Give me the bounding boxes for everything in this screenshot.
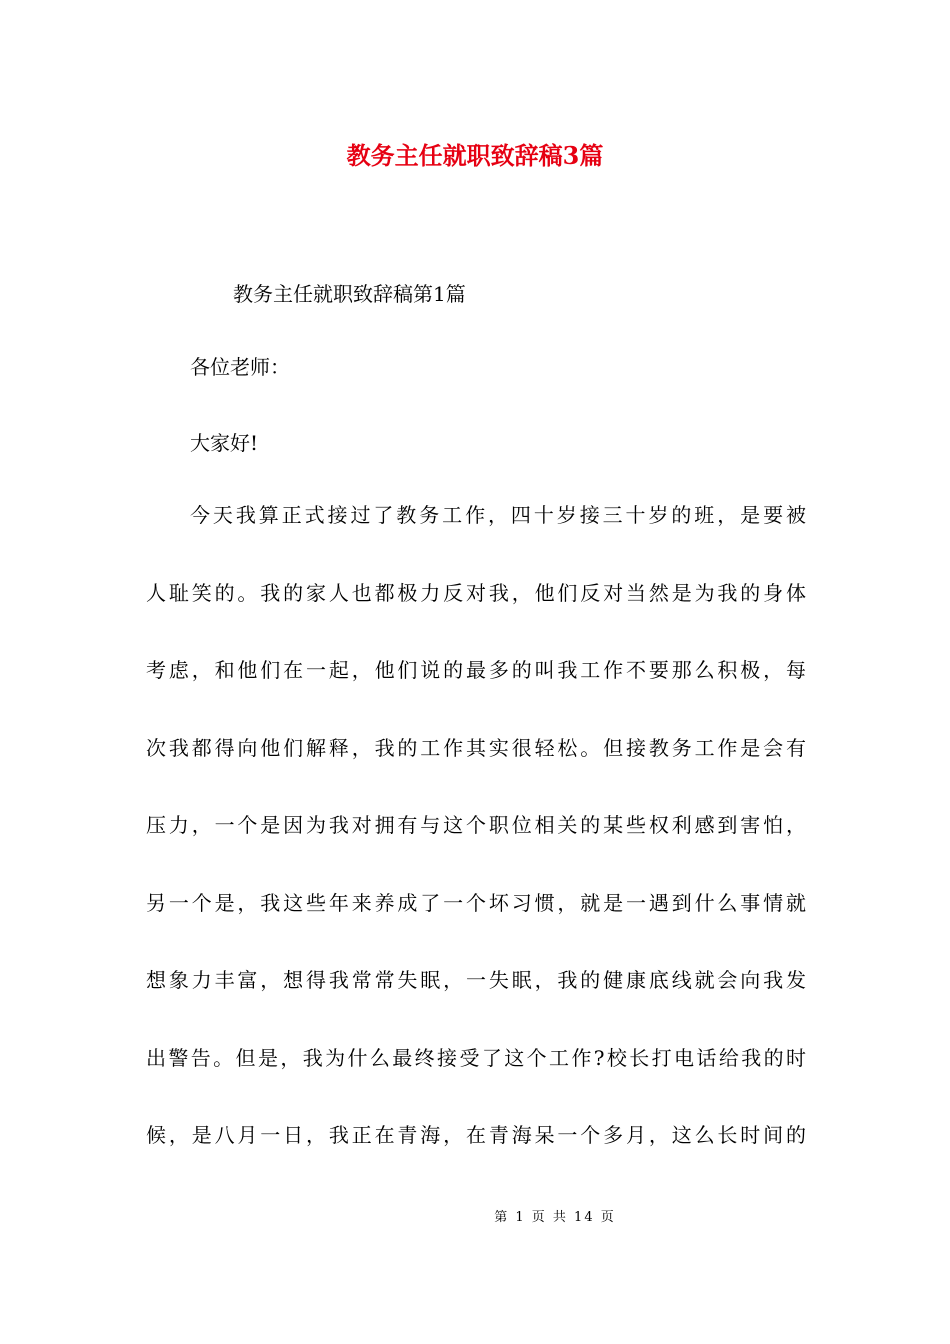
body-line: 今天我算正式接过了教务工作，四十岁接三十岁的班，是要被 — [190, 503, 806, 527]
body-line: 次我都得向他们解释，我的工作其实很轻松。但接教务工作是会有 — [146, 735, 806, 760]
salutation-line: 各位老师： — [190, 355, 290, 379]
body-line: 另一个是，我这些年来养成了一个坏习惯，就是一遇到什么事情就 — [146, 890, 806, 915]
section-heading: 教务主任就职致辞稿第1篇 — [233, 282, 466, 306]
page-number-footer: 第 1 页 共 14 页 — [494, 1210, 616, 1225]
body-line: 考虑，和他们在一起，他们说的最多的叫我工作不要那么积极，每 — [146, 658, 806, 682]
body-line: 出警告。但是，我为什么最终接受了这个工作?校长打电话给我的时 — [146, 1045, 806, 1070]
document-title: 教务主任就职致辞稿3篇 — [346, 141, 604, 170]
body-line: 压力，一个是因为我对拥有与这个职位相关的某些权利感到害怕， — [146, 813, 806, 837]
body-line: 候，是八月一日，我正在青海，在青海呆一个多月，这么长时间的 — [146, 1123, 806, 1147]
body-paragraph — [146, 500, 806, 1198]
greeting-line: 大家好! — [190, 431, 259, 455]
body-line: 想象力丰富，想得我常常失眠，一失眠，我的健康底线就会向我发 — [146, 968, 806, 992]
body-line: 人耻笑的。我的家人也都极力反对我，他们反对当然是为我的身体 — [146, 580, 806, 605]
